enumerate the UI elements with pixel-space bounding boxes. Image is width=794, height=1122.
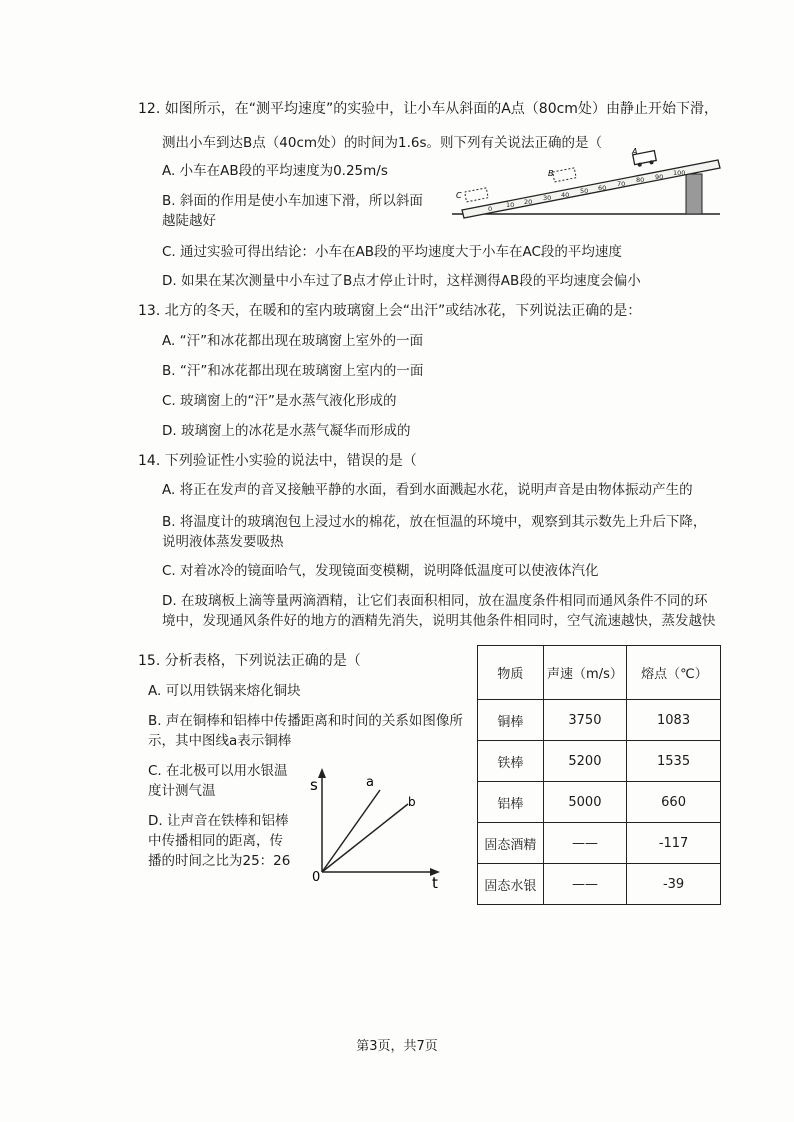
q14-option-a: A. 将正在发声的音叉接触平静的水面，看到水面溅起水花，说明声音是由物体振动产生的 (162, 482, 693, 498)
q15-stem: 15. 分析表格，下列说法正确的是（ (138, 653, 361, 669)
q12-option-a: A. 小车在AB段的平均速度为0.25m/s (162, 163, 388, 179)
car-at-b (553, 168, 577, 182)
cell-sound-speed: —— (543, 864, 626, 905)
label-a: A (632, 147, 638, 156)
cell-substance: 铜棒 (478, 700, 544, 741)
materials-table (477, 645, 721, 905)
header-substance: 物质 (478, 646, 544, 700)
q12-option-c: C. 通过实验可得出结论：小车在AB段的平均速度大于小车在AC段的平均速度 (162, 244, 622, 260)
ruler-tick-100: 100 (673, 169, 686, 177)
header-sound-speed: 声速（m/s） (543, 646, 626, 700)
ruler-tick-60: 60 (598, 184, 607, 192)
q12-option-d: D. 如果在某次测量中小车过了B点才停止计时，这样测得AB段的平均速度会偏小 (162, 273, 641, 289)
q13-option-d: D. 玻璃窗上的冰花是水蒸气凝华而形成的 (162, 423, 411, 439)
q14-option-b-line2: 说明液体蒸发要吸热 (162, 534, 284, 550)
q15-option-c-line1: C. 在北极可以用水银温 (148, 763, 288, 779)
q14-option-d-line2: 境中，发现通风条件好的地方的酒精先消失，说明其他条件相同时，空气流速越快，蒸发越快 (162, 613, 716, 629)
table-row (478, 864, 721, 905)
q15-option-d-line2: 中传播相同的距离，传 (148, 833, 283, 849)
q15-option-d-line1: D. 让声音在铁棒和铝棒 (148, 813, 289, 829)
graph-line-b-label: b (408, 795, 416, 809)
cell-melting-point: -117 (627, 823, 721, 864)
label-c: C (456, 191, 462, 200)
q12-option-b-line2: 越陡越好 (162, 213, 216, 229)
header-melting-point: 熔点（℃） (627, 646, 721, 700)
q14-option-d-line1: D. 在玻璃板上滴等量两滴酒精，让它们表面积相同，放在温度条件相同而通风条件不同的环 (162, 593, 708, 609)
cell-substance: 铁棒 (478, 741, 544, 782)
q12-option-b-line1: B. 斜面的作用是使小车加速下滑，所以斜面 (162, 193, 423, 209)
q15-option-d-line3: 播的时间之比为25：26 (148, 853, 291, 869)
cell-sound-speed: 3750 (543, 700, 626, 741)
q13-option-b: B. “汗”和冰花都出现在玻璃窗上室内的一面 (162, 363, 424, 379)
label-b: B (548, 169, 554, 178)
cell-substance: 铝棒 (478, 782, 544, 823)
q13-stem: 13. 北方的冬天，在暖和的室内玻璃窗上会“出汗”或结冰花，下列说法正确的是： (138, 303, 642, 319)
ruler-tick-30: 30 (543, 194, 552, 202)
table-row (478, 741, 721, 782)
cell-substance: 固态酒精 (478, 823, 544, 864)
graph-line-a (322, 790, 380, 872)
car-at-c (465, 188, 489, 202)
graph-line-b (322, 804, 408, 872)
ruler-tick-90: 90 (655, 173, 664, 181)
ruler-tick-50: 50 (580, 187, 589, 195)
ruler-tick-10: 10 (506, 201, 515, 209)
ruler-tick-40: 40 (561, 191, 570, 199)
incline-figure (448, 148, 728, 220)
ruler-tick-20: 20 (524, 198, 533, 206)
graph-y-label: s (310, 776, 318, 794)
cell-sound-speed: —— (543, 823, 626, 864)
q15-option-b-line1: B. 声在铜棒和铝棒中传播距离和时间的关系如图像所 (148, 713, 463, 729)
cell-substance: 固态水银 (478, 864, 544, 905)
graph-line-a-label: a (366, 775, 374, 790)
table-row (478, 823, 721, 864)
q12-stem-line1: 12. 如图所示，在“测平均速度”的实验中，让小车从斜面的A点（80cm处）由静止开始下滑， (138, 101, 718, 117)
ruler-tick-70: 70 (617, 180, 626, 188)
q14-stem: 14. 下列验证性小实验的说法中，错误的是（ (138, 453, 417, 469)
cell-sound-speed: 5000 (543, 782, 626, 823)
q15-option-b-line2: 示，其中图线a表示铜棒 (148, 733, 292, 749)
st-graph (308, 768, 448, 892)
q15-option-a: A. 可以用铁锅来熔化铜块 (148, 683, 301, 699)
y-axis-arrow (318, 768, 326, 778)
cell-sound-speed: 5200 (543, 741, 626, 782)
q13-option-a: A. “汗”和冰花都出现在玻璃窗上室外的一面 (162, 333, 424, 349)
q14-option-b-line1: B. 将温度计的玻璃泡包上浸过水的棉花，放在恒温的环境中，观察到其示数先上升后下降， (162, 514, 707, 530)
cell-melting-point: 660 (627, 782, 721, 823)
graph-origin-label: 0 (312, 870, 321, 885)
graph-x-label: t (432, 874, 438, 892)
support-block (686, 174, 702, 214)
q15-option-c-line2: 度计测气温 (148, 783, 216, 799)
q12-stem-line2: 测出小车到达B点（40cm处）的时间为1.6s。则下列有关说法正确的是（ (162, 135, 603, 151)
cell-melting-point: 1535 (627, 741, 721, 782)
table-header-row (478, 646, 721, 700)
ruler-tick-0: 0 (488, 205, 493, 213)
cell-melting-point: -39 (627, 864, 721, 905)
q14-option-c: C. 对着冰冷的镜面哈气，发现镜面变模糊，说明降低温度可以使液体汽化 (162, 563, 599, 579)
ruler-tick-80: 80 (636, 176, 645, 184)
page-footer: 第3页，共7页 (356, 1039, 438, 1054)
q13-option-c: C. 玻璃窗上的“汗”是水蒸气液化形成的 (162, 393, 397, 409)
table-row (478, 700, 721, 741)
table-row (478, 782, 721, 823)
cell-melting-point: 1083 (627, 700, 721, 741)
